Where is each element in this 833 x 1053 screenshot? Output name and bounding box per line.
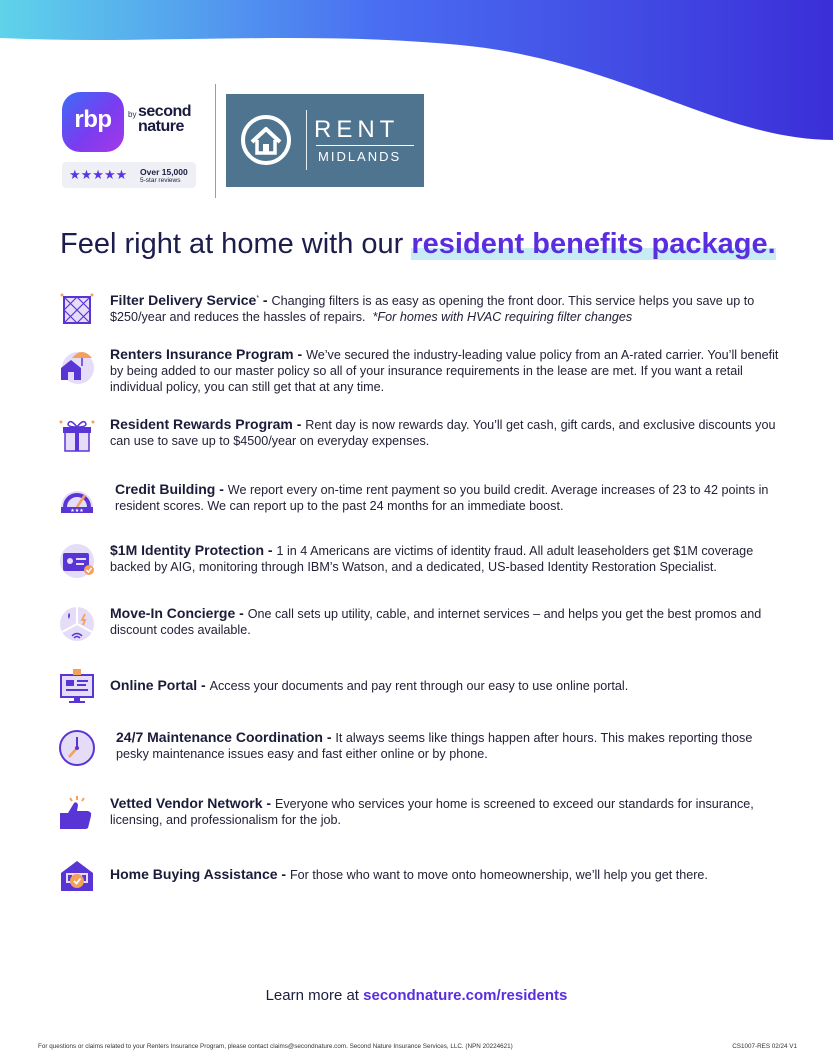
svg-text:★★★: ★★★ [70,508,84,514]
benefit-body: For those who want to move onto homeownership, we’ll help you get there. [289,868,708,882]
home-buying-icon [58,857,96,895]
rbp-by-text: by [128,110,137,119]
page-headline [60,228,800,261]
rbp-brand-name [138,104,191,134]
rent-logo-rule [316,145,414,146]
gift-icon [58,416,96,454]
benefit-sep: - [235,605,248,621]
benefit-body: Everyone who services your home is screened to exceed our standards for insurance, licensing, and professionalism for the job. [110,797,754,827]
benefit-title: Renters Insurance Program [110,346,294,362]
rbp-logo [62,92,197,152]
filter-icon [58,291,96,329]
rent-logo-word: RENT [314,116,400,143]
id-card-icon [58,542,96,580]
clock-icon [58,729,96,767]
rent-logo-sub: MIDLANDS [318,149,402,164]
benefit-note: *For homes with HVAC requiring filter changes [372,310,633,325]
benefit-body: Rent day is now rewards day. You’ll get cash, gift cards, and exclusive discounts you can use to save up to $4500/year on everyday expenses. [110,418,776,448]
reviews-count: Over 15,000 [140,167,188,177]
benefit-title: $1M Identity Protection [110,542,265,558]
umbrella-house-icon [58,346,96,384]
benefit-title: Online Portal [110,677,198,693]
benefit-text [110,416,782,449]
logo-divider [215,84,216,198]
credit-gauge-icon [58,481,96,519]
star-rating-icon: ★★★★★ [69,167,128,182]
benefit-title: Filter Delivery Service [110,292,257,309]
benefit-body: 1 in 4 Americans are victims of identity fraud. All adult leaseholders get $1M coverage backed by AIG, monitoring through IBM’s Watson, and a dedicated, US-based Identity Restoration Specialist. [110,544,754,574]
benefit-text [116,729,788,762]
benefit-text [110,605,782,638]
benefit-sep: - [262,795,275,811]
benefit-sep: - [277,866,290,882]
document-code: CS1007-RES 02/24 V1 [732,1043,797,1050]
benefit-sep: - [259,292,272,309]
footer-disclaimer: For questions or claims related to your Renters Insurance Program, please contact claims@secondnature.com. Second Nature Insurance Services, LLC. (NPN 20224621) [38,1043,513,1050]
benefit-title: Home Buying Assistance [110,866,278,882]
benefit-body: It always seems like things happen after hours. This makes reporting those pesky maintenance issues easy and fast either online or by phone. [116,731,753,761]
reviews-badge [62,162,196,188]
rent-midlands-logo [226,94,424,187]
benefit-body: We’ve secured the industry-leading value policy from an A-rated carrier. You’ll benefit by being added to our master policy so all of your insurance requirements in the lease are met. If you want a retail individual policy, you can still get that at any time. [110,348,779,394]
benefit-body: We report every on-time rent payment so you build credit. Average increases of 23 to 42 points in resident scores. We can report up to the past 24 months for an immediate boost. [115,483,769,513]
benefit-title: Move-In Concierge [110,605,236,621]
learn-more-link[interactable]: secondnature.com/residents [363,987,568,1004]
benefit-title-mark: * [256,295,260,302]
house-circle-icon [238,112,294,168]
benefit-sep: - [293,346,307,362]
utilities-icon [58,605,96,643]
rbp-badge [62,92,124,152]
reviews-label: 5-star reviews [140,177,181,184]
rbp-brand-line1: second [138,103,192,120]
benefit-text [110,291,782,325]
benefit-body: Changing filters is as easy as opening the front door. This service helps you save up to $250/year and reduces the hassles of repairs. [110,294,755,325]
benefit-sep: - [322,729,336,745]
learn-more-prefix: Learn more at [265,987,364,1004]
benefit-body: One call sets up utility, cable, and internet services – and helps you get the best promos and discount codes available. [110,607,762,637]
benefit-sep: - [292,416,306,432]
benefit-sep: - [215,481,228,497]
benefit-sep: - [264,542,277,558]
benefit-title: Resident Rewards Program [110,416,293,432]
benefit-text [110,542,782,575]
headline-highlight: resident benefits package. [411,228,776,260]
benefit-text [110,677,782,694]
learn-more-line [0,987,833,1004]
benefit-title: Vetted Vendor Network [110,795,263,811]
benefit-text [110,795,782,828]
thumbs-up-icon [58,795,96,833]
benefit-title: Credit Building [115,481,216,497]
benefit-text [110,866,782,883]
benefit-title: 24/7 Maintenance Coordination [116,729,323,745]
rbp-badge-text: rbp [74,106,112,133]
benefit-sep: - [197,677,210,693]
rbp-brand-line2: nature [138,118,184,135]
benefit-text [115,481,787,514]
benefit-text [110,346,782,395]
rent-logo-separator [306,110,307,170]
headline-prefix: Feel right at home with our [60,228,412,260]
benefit-body: Access your documents and pay rent through our easy to use online portal. [209,679,629,693]
monitor-icon [58,668,96,706]
